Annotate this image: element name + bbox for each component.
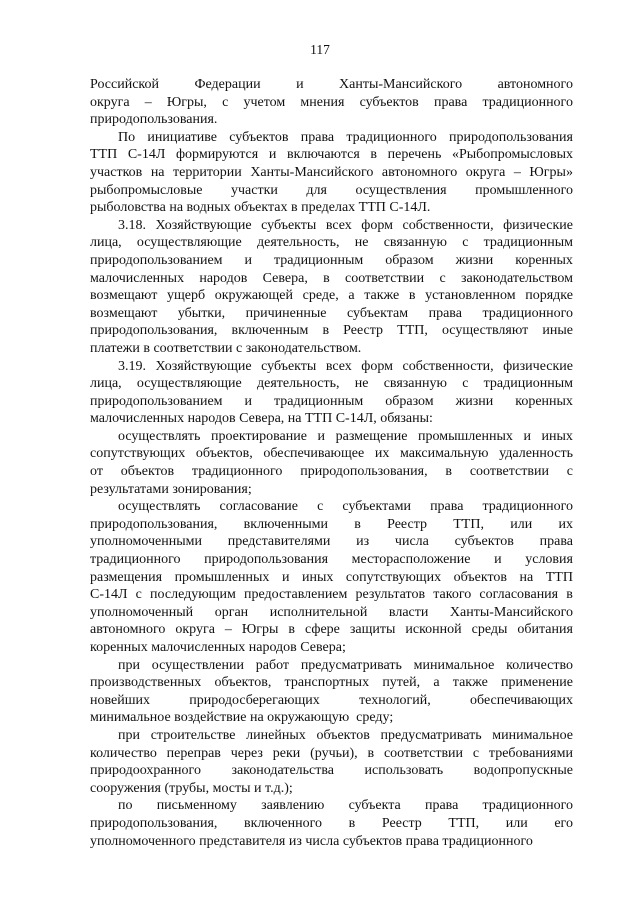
text-line (90, 674, 573, 692)
word: народов (199, 270, 248, 286)
word: минимальное (413, 657, 495, 673)
text-line (90, 815, 573, 833)
text-line (90, 727, 573, 745)
word: с (222, 94, 229, 110)
word: в (323, 270, 330, 286)
word: а (348, 288, 355, 304)
word: округа (90, 94, 130, 110)
word: иных (541, 428, 573, 444)
word: законодательством (460, 270, 573, 286)
text-line (90, 305, 573, 323)
word: включаются (286, 147, 360, 163)
word: лица, (90, 376, 122, 392)
word: традиционного (482, 94, 573, 110)
word: удаленность (499, 446, 573, 462)
word: уполномоченный (90, 604, 194, 620)
word: строительстве (150, 727, 236, 743)
word: по (118, 798, 133, 814)
word: природопользования (449, 129, 573, 145)
word: Ханты-Мансийского (449, 604, 573, 620)
word: автономного (381, 164, 458, 180)
text-line (90, 234, 573, 252)
word: природопользования, (300, 464, 428, 480)
word: собственности, (402, 217, 494, 233)
word: уполномоченными (90, 534, 203, 550)
word: водопропускные (473, 763, 573, 779)
text-line (90, 551, 573, 569)
word: Ханты-Мансийского (339, 77, 463, 92)
word: не (354, 376, 369, 392)
word: такого (433, 587, 472, 603)
word: субъектов (229, 129, 289, 145)
word: причиненные (245, 305, 327, 321)
word: согласование (219, 499, 299, 515)
word: осуществления (355, 182, 447, 198)
line-text: коренных малочисленных народов Севера; (90, 640, 346, 655)
word: учетом (243, 94, 286, 110)
word: перечень (387, 147, 442, 163)
text-line (90, 463, 573, 481)
word: – (513, 164, 521, 180)
word: с (472, 745, 480, 761)
word: объектов, (195, 446, 253, 462)
word: С-14Л (127, 147, 166, 163)
text-line (90, 76, 573, 94)
word: природопользования, (90, 516, 218, 532)
word: ТТП, (453, 516, 484, 532)
word: условия (525, 552, 573, 568)
word: округа (175, 622, 215, 638)
document-body (90, 76, 573, 850)
text-line (90, 657, 573, 675)
word: защиты (349, 622, 396, 638)
word: с (135, 587, 142, 603)
word: предоставлением (243, 587, 348, 603)
line-text: минимальное воздействие на окружающую среду; (90, 710, 394, 726)
word: размещения (90, 569, 163, 585)
word: всех (325, 358, 352, 374)
word: осуществлять (118, 499, 201, 515)
word: деятельность, (256, 235, 340, 251)
paragraph (90, 657, 573, 727)
word: осуществляют (441, 323, 529, 339)
word: Югры» (529, 164, 573, 180)
word: иных (301, 569, 334, 585)
word: и (268, 147, 277, 163)
text-line (90, 287, 573, 305)
word: традиционного (482, 798, 573, 814)
word: инициативе (147, 129, 218, 145)
word: месторасположение (351, 552, 471, 568)
word: соответствии (469, 464, 549, 480)
word: сопутствующих (345, 569, 442, 585)
word: – (144, 94, 152, 110)
word: физические (503, 358, 573, 374)
word: ТТП, (448, 815, 480, 831)
word: осуществляющие (136, 235, 242, 251)
word: власти (388, 604, 429, 620)
word: из (356, 534, 370, 550)
word: Хозяйствующие (155, 217, 252, 233)
word: мнения (300, 94, 345, 110)
word: установленном (425, 288, 516, 304)
word: или (505, 815, 528, 831)
word: реки (272, 745, 301, 761)
word: в (445, 464, 453, 480)
word: субъектов (454, 534, 514, 550)
word: в (322, 323, 330, 339)
word: орган (214, 604, 249, 620)
text-line (90, 428, 573, 446)
word: участки (230, 182, 278, 198)
word: объектов (316, 727, 370, 743)
word: от (90, 464, 103, 480)
word: требованиями (488, 745, 573, 761)
word: заявлению (261, 798, 325, 814)
word: и (523, 428, 531, 444)
word: связанную (383, 376, 447, 392)
word: малочисленных (90, 270, 185, 286)
word: возмещают (90, 305, 158, 321)
word: природопользования, (90, 323, 218, 339)
word: Реестр (387, 516, 427, 532)
word: 3.19. (118, 358, 146, 374)
word: природопользованием (90, 252, 223, 268)
word: с (439, 270, 446, 286)
text-line (90, 182, 573, 200)
word: в (408, 288, 416, 304)
text-line (90, 498, 573, 516)
word: природопользованием (90, 393, 223, 409)
word: природопользования (204, 552, 329, 568)
word: исполнительной (269, 604, 368, 620)
word: права (433, 94, 468, 110)
word: проектирование (211, 428, 307, 444)
text-line (90, 270, 573, 288)
text-line (90, 797, 573, 815)
word: объектов (453, 569, 507, 585)
word: для (306, 182, 327, 198)
line-text: платежи в соответствии с законодательством. (90, 340, 362, 356)
text-line (90, 709, 573, 727)
word: на (519, 569, 534, 585)
word: автономного (497, 77, 573, 92)
word: Ханты-Мансийского (250, 164, 374, 180)
word: традиционного (482, 305, 573, 321)
word: использовать (364, 763, 444, 779)
word: деятельность, (256, 376, 340, 392)
text-line (90, 217, 573, 235)
word: природопользования, (90, 815, 218, 831)
text-line (90, 639, 573, 657)
word: По (118, 129, 136, 145)
text-line (90, 780, 573, 798)
word: технологий, (359, 692, 431, 708)
word: традиционного (90, 552, 181, 568)
word: права (430, 499, 464, 515)
word: территории (173, 164, 242, 180)
text-line (90, 322, 573, 340)
word: традиционного (191, 464, 283, 480)
word: и (281, 569, 290, 585)
word: осуществлении (151, 657, 244, 673)
word: и (317, 428, 326, 444)
line-text: рыболовства на водных объектах в пределах ТТП С-14Л. (90, 200, 431, 216)
word: не (354, 235, 369, 251)
word: жизни (455, 252, 494, 268)
word: результатов (355, 587, 426, 603)
text-line (90, 94, 573, 112)
word: производственных (90, 675, 202, 691)
text-line (90, 129, 573, 147)
word: их (558, 516, 573, 532)
word: субъекты (261, 217, 317, 233)
text-line (90, 358, 573, 376)
word: Севера, (262, 270, 308, 286)
word: субъектов (359, 94, 419, 110)
paragraph (90, 129, 573, 217)
word: традиционным (483, 376, 573, 392)
word: при (118, 727, 140, 743)
word: С-14Л (90, 587, 128, 603)
word: и (494, 552, 502, 568)
word: минимальное (492, 727, 573, 743)
word: письменному (156, 798, 237, 814)
word: традиционным (483, 235, 573, 251)
word: рыбопромысловые (90, 182, 203, 198)
word: законодательства (231, 763, 335, 779)
word: ТТП, (397, 323, 428, 339)
word: включенного (244, 815, 322, 831)
word: с (462, 235, 469, 251)
paragraph (90, 498, 573, 656)
word: сопутствующих (90, 446, 186, 462)
word: сфере (304, 622, 340, 638)
word: Российской (90, 77, 159, 92)
text-line (90, 252, 573, 270)
word: промышленного (475, 182, 573, 198)
word: порядке (525, 288, 573, 304)
word: образом (385, 393, 434, 409)
text-line (90, 762, 573, 780)
word: в (348, 815, 356, 831)
text-line (90, 481, 573, 499)
word: природосберегающих (189, 692, 320, 708)
word: объектов, (214, 675, 272, 691)
word: а (433, 675, 440, 691)
word: осуществляющие (136, 376, 242, 392)
word: соответствии (383, 745, 464, 761)
word: Югры (241, 622, 279, 638)
word: – (224, 622, 232, 638)
word: осуществлять (118, 428, 201, 444)
paragraph (90, 76, 573, 129)
word: формируются (175, 147, 259, 163)
word: предусматривать (380, 727, 482, 743)
text-line (90, 445, 573, 463)
text-line (90, 199, 573, 217)
word: количество (506, 657, 573, 673)
word: собственности, (402, 358, 494, 374)
word: традиционным (273, 393, 364, 409)
word: с (566, 464, 573, 480)
word: округа (465, 164, 506, 180)
paragraph (90, 797, 573, 850)
word: Югры, (166, 94, 207, 110)
word: автономного (90, 622, 166, 638)
paragraph (90, 428, 573, 498)
paragraph (90, 217, 573, 358)
paragraph (90, 358, 573, 428)
word: (ручьи), (310, 745, 358, 761)
word: окружающей (214, 288, 293, 304)
word: образом (385, 252, 434, 268)
word: в (566, 587, 573, 603)
word: убытки, (177, 305, 226, 321)
word: путей, (382, 675, 421, 691)
text-line (90, 146, 573, 164)
word: среде, (302, 288, 339, 304)
word: объектов (120, 464, 175, 480)
word: среды (471, 622, 508, 638)
word: в (367, 745, 375, 761)
word: включенным (231, 323, 309, 339)
word: обеспечивающее (263, 446, 365, 462)
text-line (90, 393, 573, 411)
word: также (364, 288, 400, 304)
word: в (370, 147, 378, 163)
word: промышленных (418, 428, 513, 444)
word: всех (325, 217, 352, 233)
word: в (288, 622, 296, 638)
word: обитания (517, 622, 573, 638)
word: коренных (515, 252, 573, 268)
word: предусматривать (300, 657, 402, 673)
word: линейных (246, 727, 306, 743)
text-line (90, 375, 573, 393)
text-line (90, 340, 573, 358)
word: с (462, 376, 469, 392)
word: права (539, 534, 573, 550)
text-line (90, 533, 573, 551)
text-line (90, 111, 573, 129)
word: и (244, 252, 252, 268)
word: при (118, 657, 140, 673)
word: обеспечивающих (470, 692, 573, 708)
word: работ (255, 657, 290, 673)
word: и (296, 77, 304, 92)
text-line (90, 410, 573, 428)
word: и (244, 393, 252, 409)
word: последующим (150, 587, 236, 603)
paragraph (90, 727, 573, 797)
word: применение (501, 675, 573, 691)
word: промышленных (174, 569, 270, 585)
word: исконной (405, 622, 462, 638)
word: права (300, 129, 335, 145)
word: коренных (515, 393, 573, 409)
word: с (317, 499, 324, 515)
word: максимальную (399, 446, 489, 462)
word: традиционного (482, 499, 573, 515)
line-text: результатами зонирования; (90, 481, 252, 497)
line-text: уполномоченного представителя из числа субъектов права традиционного (90, 833, 533, 849)
text-line (90, 745, 573, 763)
word: Реестр (381, 815, 422, 831)
text-line (90, 621, 573, 639)
word: их (374, 446, 390, 462)
word: в (354, 516, 361, 532)
line-text: природопользования. (90, 112, 218, 128)
word: транспортных (284, 675, 370, 691)
line-text: сооружения (трубы, мосты и т.д.); (90, 780, 293, 796)
word: субъекты (261, 358, 317, 374)
word: форм (361, 217, 393, 233)
text-line (90, 692, 573, 710)
word: переправ (166, 745, 221, 761)
word: традиционного (346, 129, 437, 145)
word: иные (542, 323, 573, 339)
word: связанную (383, 235, 447, 251)
text-line (90, 164, 573, 182)
word: или (510, 516, 533, 532)
text-line (90, 833, 573, 851)
page-number: 117 (310, 42, 330, 57)
word: физические (503, 217, 573, 233)
word: ТТП (545, 569, 573, 585)
word: количество (90, 745, 157, 761)
word: представителями (227, 534, 331, 550)
word: числа (394, 534, 429, 550)
word: 3.18. (118, 217, 146, 233)
word: права (428, 305, 462, 321)
word: размещение (335, 428, 408, 444)
word: его (554, 815, 573, 831)
word: «Рыбопромысловых (451, 147, 573, 163)
word: включенными (243, 516, 328, 532)
word: природоохранного (90, 763, 201, 779)
line-text: малочисленных народов Севера, на ТТП С-14Л, обязаны: (90, 411, 433, 427)
word: возмещают (90, 288, 158, 304)
word: форм (361, 358, 393, 374)
word: субъектами (342, 499, 411, 515)
text-line (90, 604, 573, 622)
word: Хозяйствующие (155, 358, 252, 374)
text-line (90, 586, 573, 604)
word: ущерб (166, 288, 206, 304)
word: новейших (90, 692, 150, 708)
word: субъектам (347, 305, 409, 321)
word: ТТП (90, 147, 118, 163)
text-line (90, 516, 573, 534)
text-line (90, 569, 573, 587)
word: также (452, 675, 488, 691)
word: участков (90, 164, 143, 180)
word: через (230, 745, 263, 761)
word: соответствии (345, 270, 425, 286)
word: жизни (455, 393, 494, 409)
word: лица, (90, 235, 122, 251)
word: Реестр (343, 323, 384, 339)
word: Федерации (194, 77, 261, 92)
word: права (424, 798, 459, 814)
word: согласования (479, 587, 559, 603)
word: на (150, 164, 165, 180)
word: субъекта (348, 798, 401, 814)
word: традиционным (273, 252, 364, 268)
